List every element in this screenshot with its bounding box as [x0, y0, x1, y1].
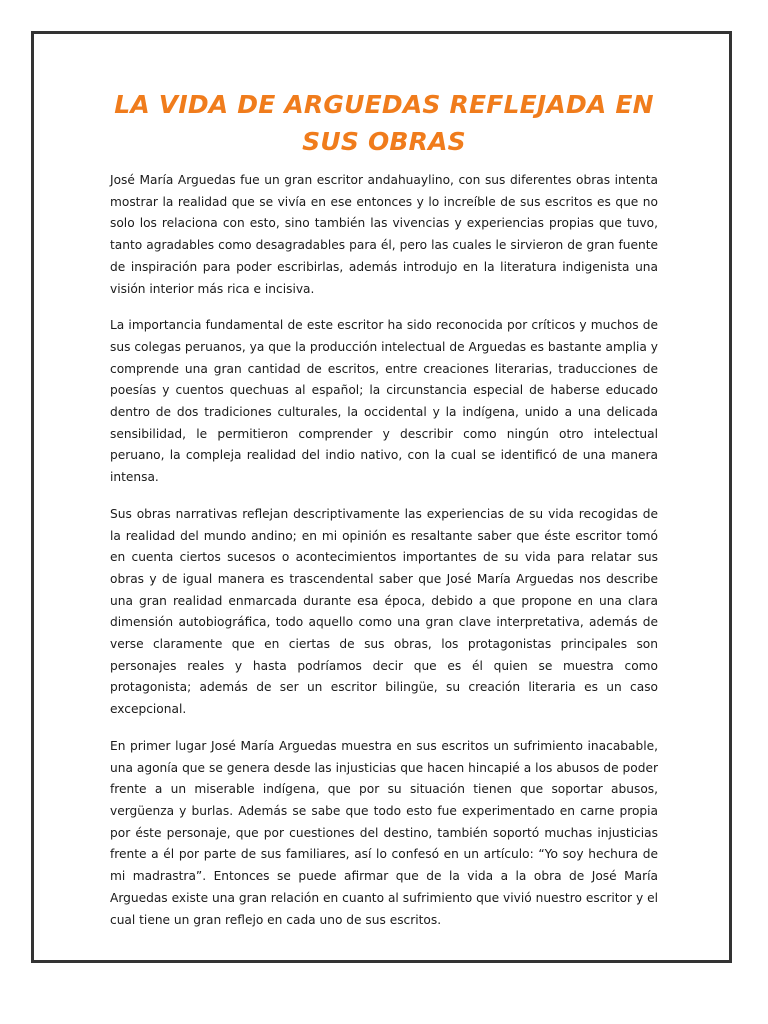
paragraph-4: En primer lugar José María Arguedas muestra en sus escritos un sufrimiento inacabable, una agonía que se genera desde las injusticias que hacen hincapié a los abusos de poder frente a un miserable indígena, que por su situación tienen que soportar abusos, vergüenza y burlas. Además se sabe que todo esto fue experimentado en carne propia por éste personaje, que por cuestiones del destino, también soportó muchas injusticias frente a él por parte de sus familiares, así lo confesó en un artículo: “Yo soy hechura de mi madrastra”. Entonces se puede afirmar que de la vida a la obra de José María Arguedas existe una gran relación en cuanto al sufrimiento que vivió nuestro escritor y el cual tiene un gran reflejo en cada uno de sus escritos. — [110, 738, 658, 927]
paragraph-1: José María Arguedas fue un gran escritor andahuaylino, con sus diferentes obras intenta mostrar la realidad que se vivía en ese entonces y lo increíble de sus escritos es que no solo los relaciona con esto, sino también las vivencias y experiencias propias que tuvo, tanto agradables como desagradables para él, pero las cuales le sirvieron de gran fuente de inspiración para poder escribirlas, además introdujo en la literatura indigenista una visión interior más rica e incisiva. — [110, 173, 658, 296]
document-body — [110, 86, 658, 946]
paragraph-3: Sus obras narrativas reflejan descriptivamente las experiencias de su vida recogidas de la realidad del mundo andino; en mi opinión es resaltante saber que éste escritor tomó en cuenta ciertos sucesos o acontecimientos importantes de su vida para relatar sus obras y de igual manera es trascendental saber que José María Arguedas nos describe una gran realidad enmarcada durante esa época, debido a que propone en una clara dimensión autobiográfica, todo aquello como una gran clave interpretativa, además de verse claramente que en ciertas de sus obras, los protagonistas principales son personajes reales y hasta podríamos decir que es él quien se muestra como protagonista; además de ser un escritor bilingüe, su creación literaria es un caso excepcional. — [110, 506, 658, 717]
paragraph-2: La importancia fundamental de este escritor ha sido reconocida por críticos y muchos de sus colegas peruanos, ya que la producción intelectual de Arguedas es bastante amplia y comprende una gran cantidad de escritos, entre creaciones literarias, traducciones de poesías y cuentos quechuas al español; la circunstancia especial de haberse educado dentro de dos tradiciones culturales, la occidental y la indígena, unido a una delicada sensibilidad, le permitieron comprender y describir como ningún otro intelectual peruano, la compleja realidad del indio nativo, con la cual se identificó de una manera intensa. — [110, 318, 658, 485]
document-title: LA VIDA DE ARGUEDAS REFLEJADA EN SUS OBRAS — [114, 90, 654, 156]
